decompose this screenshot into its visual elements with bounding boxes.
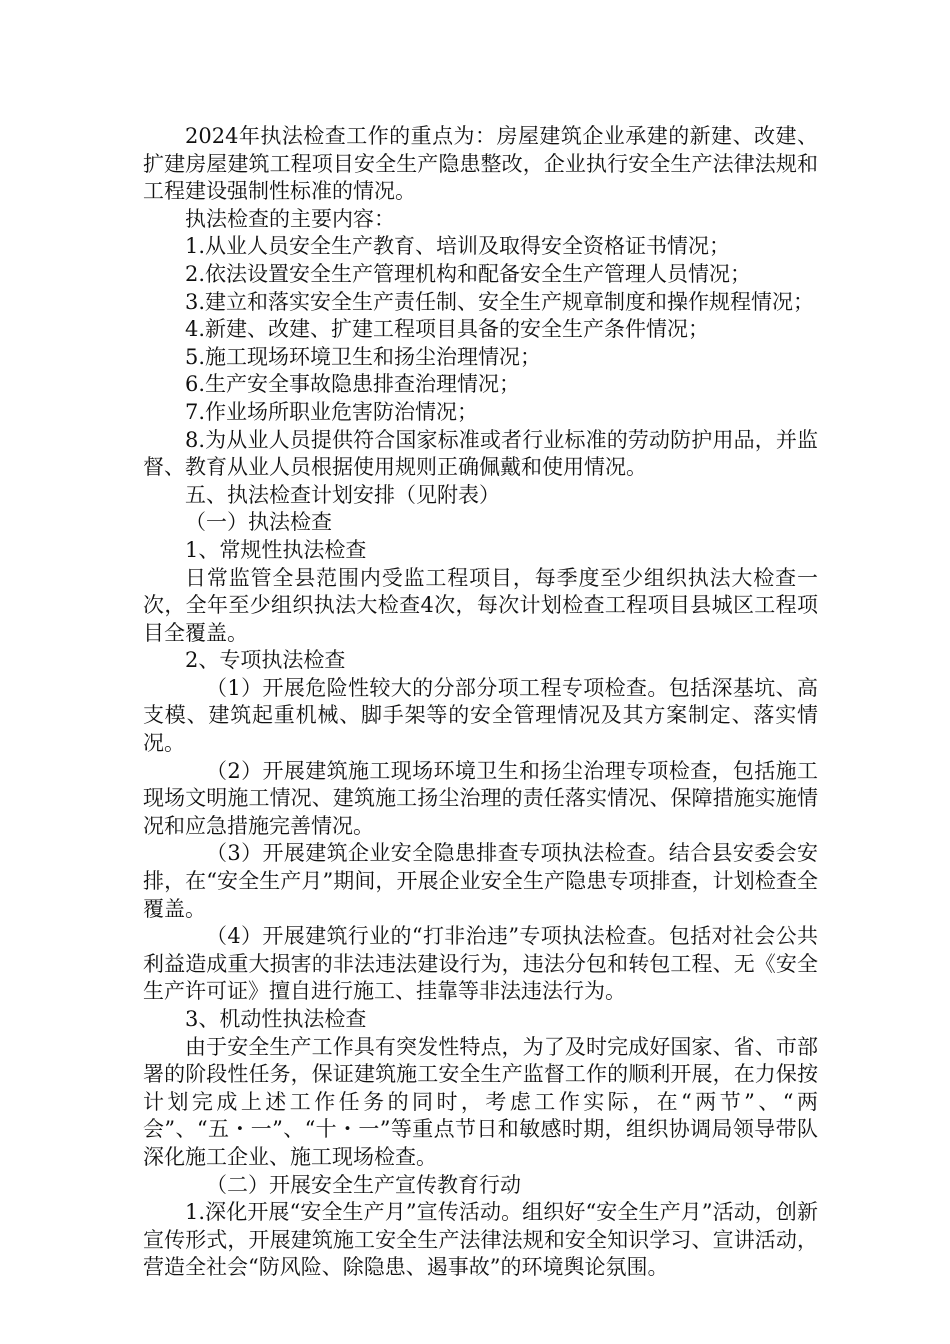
list-item-8: 8.为从业人员提供符合国家标准或者行业标准的劳动防护用品，并监督、教育从业人员根据使用规则正确佩戴和使用情况。 bbox=[143, 427, 818, 480]
paragraph-safety-month: 1.深化开展“安全生产月”宣传活动。组织好“安全生产月”活动，创新宣传形式，开展建筑施工安全生产法律法规和安全知识学习、宣讲活动，营造全社会“防风险、除隐患、遏事故”的环境舆论氛围。 bbox=[143, 1200, 818, 1280]
list-item-1: 1.从业人员安全生产教育、培训及取得安全资格证书情况； bbox=[185, 234, 731, 259]
heading-routine-inspection: 1、常规性执法检查 bbox=[185, 537, 367, 562]
list-item-7: 7.作业场所职业危害防治情况； bbox=[185, 399, 479, 424]
section-heading-5: 五、执法检查计划安排（见附表） bbox=[185, 482, 500, 507]
special-item-4: （4）开展建筑行业的“打非治违”专项执法检查。包括对社会公共利益造成重大损害的非法违法建设行为，违法分包和转包工程、无《安全生产许可证》擅自进行施工、挂靠等非法违法行为。 bbox=[143, 924, 818, 1004]
list-item-6: 6.生产安全事故隐患排查治理情况； bbox=[185, 372, 521, 397]
heading-mobile-inspection: 3、机动性执法检查 bbox=[185, 1007, 367, 1031]
special-item-1: （1）开展危险性较大的分部分项工程专项检查。包括深基坑、高支模、建筑起重机械、脚手架等的安全管理情况及其方案制定、落实情况。 bbox=[143, 675, 818, 756]
list-item-4: 4.新建、改建、扩建工程项目具备的安全生产条件情况； bbox=[185, 317, 710, 342]
subsection-heading-1: （一）执法检查 bbox=[185, 510, 332, 535]
document-page bbox=[143, 123, 818, 1282]
paragraph-routine-inspection: 日常监管全县范围内受监工程项目，每季度至少组织执法大检查一次，全年至少组织执法大检查4次，每次计划检查工程项目县城区工程项目全覆盖。 bbox=[143, 565, 818, 645]
paragraph-mobile-inspection: 由于安全生产工作具有突发性特点，为了及时完成好国家、省、市部署的阶段性任务，保证建筑施工安全生产监督工作的顺利开展，在力保按计划完成上述工作任务的同时，考虑工作实际，在“两节”、“两会”、“五・一”、“十・一”等重点节日和敏感时期，组织协调局领导带队深化施工企业、施工现场检查。 bbox=[143, 1034, 818, 1169]
list-item-3: 3.建立和落实安全生产责任制、安全生产规章制度和操作规程情况； bbox=[185, 289, 815, 314]
special-item-3: （3）开展建筑企业安全隐患排查专项执法检查。结合县安委会安排，在“安全生产月”期间，开展企业安全生产隐患专项排查，计划检查全覆盖。 bbox=[143, 841, 818, 921]
paragraph-content-heading: 执法检查的主要内容： bbox=[185, 206, 395, 231]
list-item-2: 2.依法设置安全生产管理机构和配备安全生产管理人员情况； bbox=[185, 261, 752, 286]
paragraph-focus: 2024年执法检查工作的重点为：房屋建筑企业承建的新建、改建、扩建房屋建筑工程项目安全生产隐患整改，企业执行安全生产法律法规和工程建设强制性标准的情况。 bbox=[143, 124, 818, 204]
list-item-5: 5.施工现场环境卫生和扬尘治理情况； bbox=[185, 344, 542, 369]
special-item-2: （2）开展建筑施工现场环境卫生和扬尘治理专项检查，包括施工现场文明施工情况、建筑施工扬尘治理的责任落实情况、保障措施实施情况和应急措施完善情况。 bbox=[143, 758, 818, 838]
subsection-heading-2: （二）开展安全生产宣传教育行动 bbox=[206, 1172, 521, 1197]
heading-special-inspection: 2、专项执法检查 bbox=[185, 648, 346, 673]
